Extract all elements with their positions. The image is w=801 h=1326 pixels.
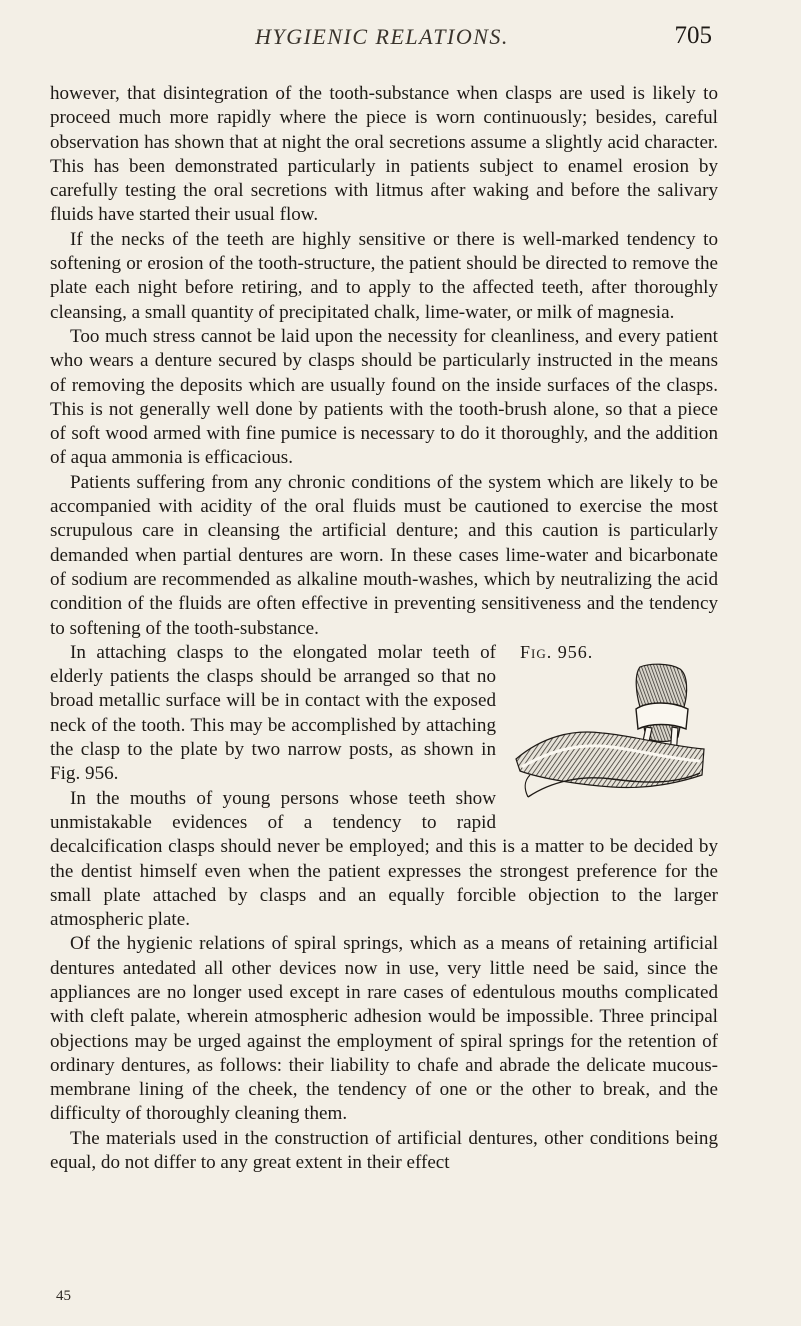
- paragraph-8: The materials used in the construction of artificial dentures, other conditions being equal, do not differ to any great extent in their effect: [50, 1127, 718, 1174]
- running-title: HYGIENIC RELATIONS.: [255, 24, 509, 49]
- figure-label: Fig. 956.: [520, 641, 594, 662]
- paragraph-1: however, that disintegration of the tooth-substance when clasps are used is likely to proceed much more rapidly where the piece is worn continuously; besides, careful observation has shown that at night the oral secretions assume a slightly acid character. This has been demonstrated particularly in patients subject to enamel erosion by carefully testing the oral secretions with litmus after waking and before the salivary fluids have started their usual flow.: [50, 83, 718, 226]
- paragraph-6: In the mouths of young persons whose teeth show unmistakable evidences of a tendency to rapid decalcification clasps should never be employed; and this is a matter to be decided by the dentist himself even when the patient expresses the strongest preference for the small plate attached by clasps and an equally forcible objection to the larger atmospheric plate.: [50, 787, 718, 931]
- clasp-band: [636, 703, 688, 729]
- paragraph-3: Too much stress cannot be laid upon the necessity for cleanliness, and every patient who wears a denture secured by clasps should be particularly instructed in the means of removing the deposits which are usually found on the inside surfaces of the clasps. This is not generally well done by patients with the tooth-brush alone, so that a piece of soft wood armed with fine pumice is necessary to do it thoroughly, and the addition of aqua ammonia is efficacious.: [50, 325, 718, 469]
- running-head: [52, 22, 712, 54]
- paragraph-5: In attaching clasps to the elongated molar teeth of elderly patients the clasps should be arranged so that no broad metallic surface will be in contact with the exposed neck of the tooth. This may be accomplished by attaching the clasp to the plate by two narrow posts, as shown in Fig. 956.: [50, 641, 496, 785]
- signature-mark: 45: [56, 1288, 71, 1304]
- figure-956: [506, 641, 718, 819]
- page-number: 705: [674, 22, 712, 49]
- clasp-illustration: [512, 663, 708, 813]
- paragraph-7: Of the hygienic relations of spiral springs, which as a means of retaining artificial dentures antedated all other devices now in use, very little need be said, since the appliances are no longer used except in rare cases of edentulous mouths complicated with cleft palate, wherein atmospheric adhesion would be impossible. Three principal objections may be urged against the employment of spiral springs for the retention of ordinary dentures, as follows: their liability to chafe and abrade the delicate mucous-membrane lining of the cheek, the tendency of one or the other to break, and the difficulty of thoroughly cleaning them.: [50, 933, 718, 1125]
- body-text: [50, 82, 718, 1175]
- paragraph-4: Patients suffering from any chronic conditions of the system which are likely to be accompanied with acidity of the oral fluids must be cautioned to exercise the most scrupulous care in cleansing the artificial denture; and this caution is particularly demanded when partial dentures are worn. In these cases lime-water and bicarbonate of sodium are recommended as alkaline mouth-washes, which by neutralizing the acid condition of the fluids are often effective in preventing sensitiveness and the tendency to softening of the tooth-substance.: [50, 471, 718, 639]
- paragraph-2: If the necks of the teeth are highly sensitive or there is well-marked tendency to softening or erosion of the tooth-structure, the patient should be directed to remove the plate each night before retiring, and to apply to the affected teeth, after thoroughly cleansing, a small quantity of precipitated chalk, lime-water, or milk of magnesia.: [50, 228, 718, 323]
